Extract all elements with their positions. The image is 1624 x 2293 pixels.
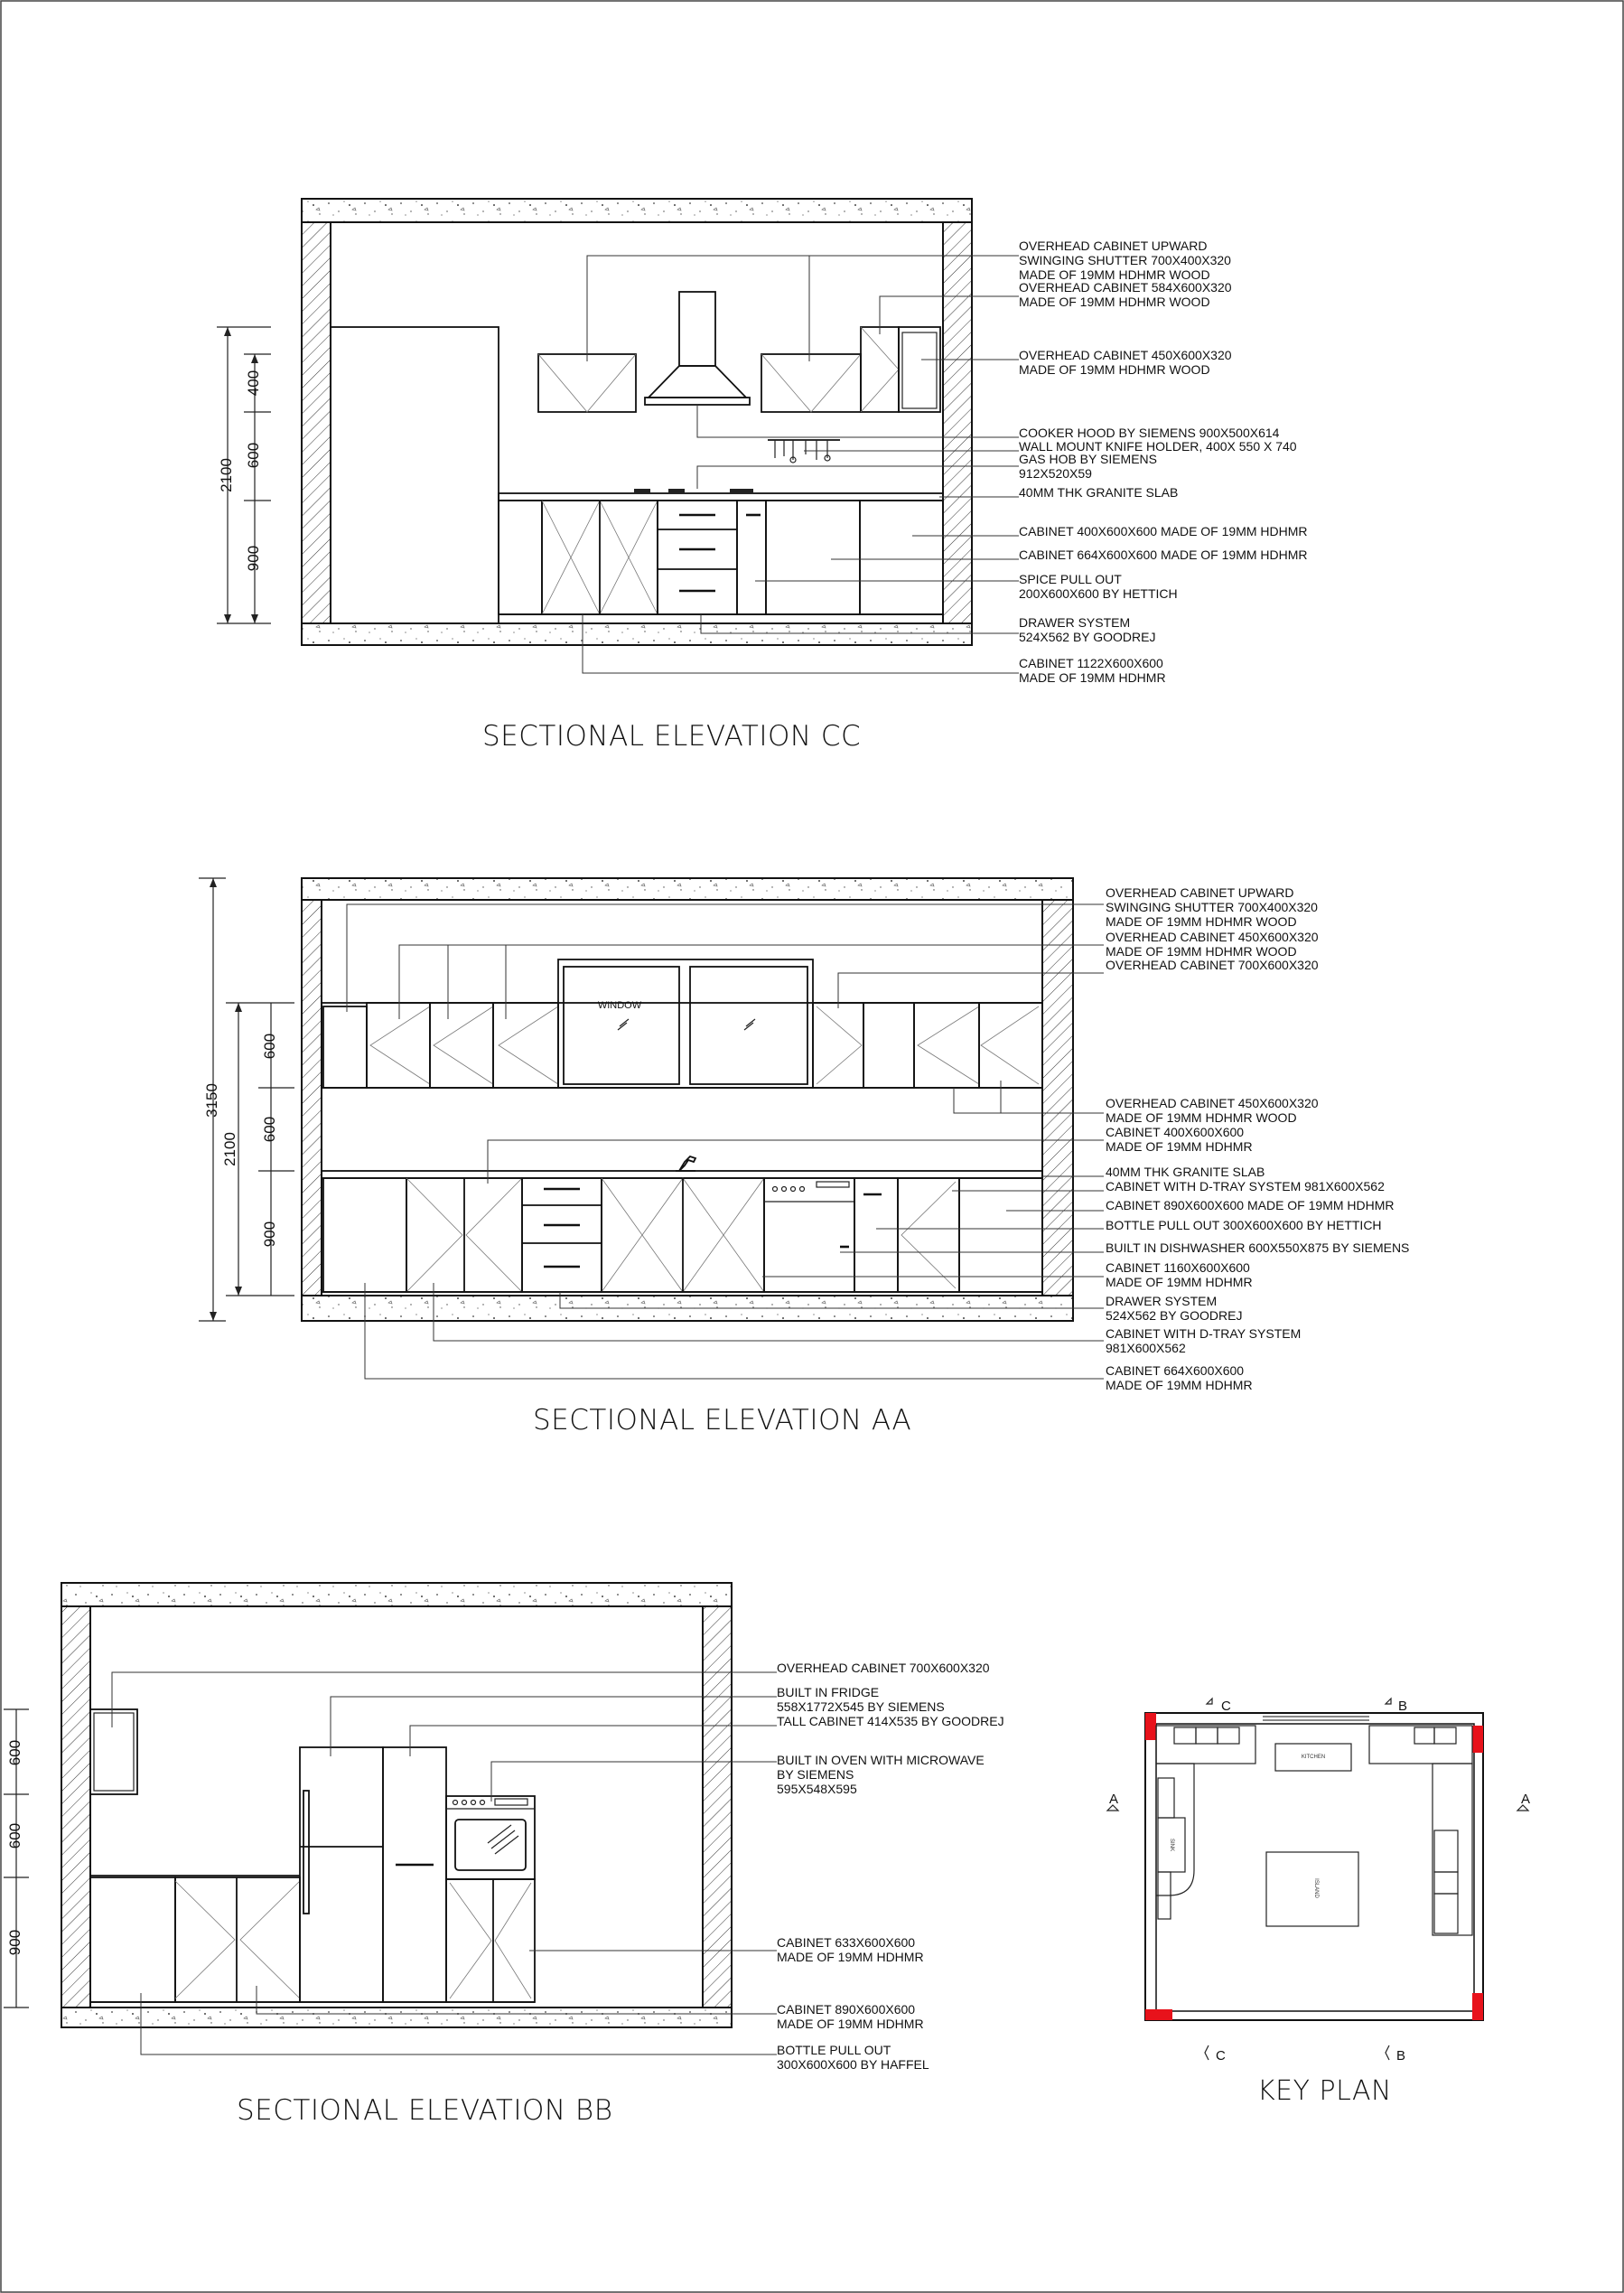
note-label bbox=[1106, 1096, 1319, 1125]
dim-600-top: 600 bbox=[261, 1033, 278, 1060]
key-plan bbox=[1107, 1699, 1530, 2107]
note-label bbox=[1019, 524, 1308, 538]
dim-2100: 2100 bbox=[218, 458, 235, 492]
ceiling-slab bbox=[302, 878, 1073, 900]
note-line: MADE OF 19MM HDHMR bbox=[1106, 1378, 1253, 1392]
note-label bbox=[1106, 885, 1318, 929]
base-cabinets-aa bbox=[322, 1178, 1042, 1292]
note-line: GAS HOB BY SIEMENS bbox=[1019, 452, 1158, 466]
right-wall bbox=[943, 222, 972, 623]
overhead-cabinets bbox=[538, 327, 940, 412]
note-line: MADE OF 19MM HDHMR WOOD bbox=[1019, 295, 1210, 309]
note-line: 524X562 BY GOODREJ bbox=[1019, 630, 1156, 644]
note-line: BOTTLE PULL OUT bbox=[777, 2043, 891, 2057]
ceiling-slab bbox=[61, 1583, 732, 1606]
title-key-plan: KEY PLAN bbox=[1257, 2075, 1392, 2107]
note-label bbox=[1106, 1198, 1395, 1212]
base-cabinets-bb bbox=[90, 1876, 535, 2002]
note-label bbox=[1106, 1218, 1382, 1232]
leaders-bb bbox=[112, 1672, 777, 2054]
column bbox=[1145, 2009, 1172, 2020]
note-label bbox=[1019, 239, 1231, 282]
marker-c-bottom: C bbox=[1216, 2048, 1226, 2064]
note-line: 595X548X595 bbox=[777, 1782, 857, 1796]
note-line: MADE OF 19MM HDHMR WOOD bbox=[1106, 944, 1297, 959]
note-line: OVERHEAD CABINET 450X600X320 bbox=[1106, 1096, 1319, 1110]
note-label bbox=[1106, 1326, 1301, 1355]
dimensions-bb bbox=[4, 1709, 29, 2008]
notes-cc bbox=[1019, 239, 1308, 685]
dim-600-top: 600 bbox=[6, 1739, 23, 1766]
note-line: MADE OF 19MM HDHMR bbox=[1019, 670, 1166, 685]
note-label bbox=[1106, 958, 1319, 972]
note-label bbox=[777, 2002, 924, 2031]
note-line: SWINGING SHUTTER 700X400X320 bbox=[1019, 253, 1231, 267]
column bbox=[1145, 1713, 1156, 1740]
svg-text:SINK: SINK bbox=[1169, 1838, 1174, 1852]
svg-text:KITCHEN: KITCHEN bbox=[1301, 1755, 1326, 1760]
note-label bbox=[1106, 1260, 1253, 1289]
tap bbox=[676, 1156, 695, 1171]
note-line: MADE OF 19MM HDHMR bbox=[777, 1950, 924, 1964]
note-line: MADE OF 19MM HDHMR WOOD bbox=[1019, 267, 1210, 282]
note-label bbox=[1106, 1294, 1242, 1323]
oven bbox=[446, 1796, 535, 2002]
note-line: WALL MOUNT KNIFE HOLDER, 400X 550 X 740 bbox=[1019, 439, 1297, 454]
overhead-cabinet bbox=[90, 1709, 137, 1794]
note-label bbox=[777, 1935, 924, 1964]
dim-600: 600 bbox=[245, 442, 262, 469]
column bbox=[1472, 1726, 1483, 1753]
note-line: TALL CABINET 414X535 BY GOODREJ bbox=[777, 1714, 1004, 1728]
note-line: MADE OF 19MM HDHMR bbox=[777, 2017, 924, 2031]
note-label bbox=[1019, 348, 1232, 377]
note-label bbox=[1106, 1125, 1253, 1154]
note-line: CABINET 1160X600X600 bbox=[1106, 1260, 1250, 1275]
granite-slab bbox=[322, 1171, 1042, 1178]
notes-bb bbox=[777, 1661, 1004, 2072]
note-line: OVERHEAD CABINET 700X600X320 bbox=[1106, 958, 1319, 972]
left-wall bbox=[302, 900, 322, 1296]
dim-900: 900 bbox=[245, 545, 262, 572]
note-line: CABINET WITH D-TRAY SYSTEM 981X600X562 bbox=[1106, 1179, 1385, 1193]
note-label bbox=[1106, 1179, 1385, 1193]
note-label bbox=[1019, 615, 1155, 644]
dimensions-cc bbox=[217, 327, 271, 623]
note-label bbox=[777, 1661, 990, 1675]
note-line: MADE OF 19MM HDHMR WOOD bbox=[1019, 362, 1210, 377]
marker-b-bottom: B bbox=[1396, 2048, 1406, 2064]
note-line: CABINET 890X600X600 MADE OF 19MM HDHMR bbox=[1106, 1198, 1395, 1212]
note-line: 40MM THK GRANITE SLAB bbox=[1019, 485, 1179, 500]
note-label bbox=[1019, 280, 1232, 309]
elevation-bb bbox=[4, 1583, 1004, 2127]
note-line: CABINET 664X600X600 MADE OF 19MM HDHMR bbox=[1019, 548, 1308, 562]
title-elevation-cc: SECTIONAL ELEVATION CC bbox=[482, 720, 862, 753]
left-wall bbox=[61, 1606, 90, 2008]
right-wall bbox=[703, 1606, 732, 2008]
note-line: SPICE PULL OUT bbox=[1019, 572, 1122, 586]
cooker-hood bbox=[645, 292, 750, 405]
floor-slab bbox=[302, 623, 972, 645]
floor-slab bbox=[61, 2008, 732, 2027]
note-line: OVERHEAD CABINET 450X600X320 bbox=[1106, 930, 1319, 944]
note-line: BY SIEMENS bbox=[777, 1767, 854, 1782]
note-line: 524X562 BY GOODREJ bbox=[1106, 1308, 1243, 1323]
note-line: CABINET 890X600X600 bbox=[777, 2002, 916, 2017]
tall-unit bbox=[331, 327, 499, 623]
dim-600-mid: 600 bbox=[261, 1116, 278, 1143]
note-label bbox=[1106, 1363, 1253, 1392]
note-label bbox=[777, 1714, 1004, 1728]
note-label bbox=[777, 2043, 929, 2072]
note-line: 300X600X600 BY HAFFEL bbox=[777, 2057, 929, 2072]
granite-slab bbox=[499, 493, 943, 501]
note-line: MADE OF 19MM HDHMR WOOD bbox=[1106, 1110, 1297, 1125]
dimensions-aa bbox=[199, 878, 294, 1321]
left-wall bbox=[302, 222, 331, 623]
right-wall bbox=[1042, 900, 1073, 1296]
note-line: 40MM THK GRANITE SLAB bbox=[1106, 1165, 1265, 1179]
note-line: BOTTLE PULL OUT 300X600X600 BY HETTICH bbox=[1106, 1218, 1382, 1232]
note-line: DRAWER SYSTEM bbox=[1019, 615, 1131, 630]
dim-900: 900 bbox=[6, 1929, 23, 1956]
note-label bbox=[1106, 1240, 1409, 1255]
title-elevation-bb: SECTIONAL ELEVATION BB bbox=[237, 2094, 613, 2127]
note-line: 912X520X59 bbox=[1019, 466, 1092, 481]
note-label bbox=[1106, 930, 1319, 959]
note-line: COOKER HOOD BY SIEMENS 900X500X614 bbox=[1019, 426, 1280, 440]
note-line: OVERHEAD CABINET 450X600X320 bbox=[1019, 348, 1232, 362]
tall-cabinet bbox=[383, 1747, 446, 2002]
elevation-aa bbox=[199, 878, 1409, 1437]
marker-c-top: C bbox=[1221, 1699, 1231, 1714]
note-line: 981X600X562 bbox=[1106, 1341, 1186, 1355]
dim-400: 400 bbox=[245, 370, 262, 397]
note-line: BUILT IN DISHWASHER 600X550X875 BY SIEMENS bbox=[1106, 1240, 1410, 1255]
note-line: OVERHEAD CABINET 700X600X320 bbox=[777, 1661, 990, 1675]
island bbox=[1266, 1852, 1358, 1926]
marker-a-right: A bbox=[1521, 1792, 1531, 1807]
note-line: 558X1772X545 BY SIEMENS bbox=[777, 1699, 945, 1714]
note-line: DRAWER SYSTEM bbox=[1106, 1294, 1218, 1308]
notes-aa bbox=[1106, 885, 1409, 1392]
note-label bbox=[1019, 572, 1178, 601]
note-line: MADE OF 19MM HDHMR bbox=[1106, 1275, 1253, 1289]
window bbox=[558, 959, 813, 1088]
column bbox=[1472, 1993, 1483, 2020]
note-line: MADE OF 19MM HDHMR bbox=[1106, 1139, 1253, 1154]
note-label bbox=[1019, 656, 1166, 685]
note-line: CABINET 633X600X600 bbox=[777, 1935, 916, 1950]
dim-2100: 2100 bbox=[221, 1132, 238, 1166]
elevation-cc bbox=[217, 199, 1308, 753]
note-line: 200X600X600 BY HETTICH bbox=[1019, 586, 1178, 601]
fridge bbox=[300, 1747, 383, 2002]
note-label bbox=[1106, 1165, 1265, 1179]
title-elevation-aa: SECTIONAL ELEVATION AA bbox=[533, 1404, 912, 1437]
note-line: CABINET 400X600X600 MADE OF 19MM HDHMR bbox=[1019, 524, 1308, 538]
note-line: OVERHEAD CABINET UPWARD bbox=[1106, 885, 1294, 900]
dim-3150: 3150 bbox=[203, 1083, 220, 1118]
marker-b-top: B bbox=[1398, 1699, 1408, 1714]
svg-text:ISLAND: ISLAND bbox=[1313, 1878, 1319, 1898]
note-line: CABINET 664X600X600 bbox=[1106, 1363, 1245, 1378]
note-label bbox=[1019, 452, 1157, 481]
ceiling-slab bbox=[302, 199, 972, 222]
base-cabinets bbox=[499, 501, 943, 614]
note-label bbox=[1019, 485, 1178, 500]
note-line: BUILT IN OVEN WITH MICROWAVE bbox=[777, 1753, 985, 1767]
note-label bbox=[1019, 548, 1308, 562]
note-line: CABINET 400X600X600 bbox=[1106, 1125, 1245, 1139]
note-label bbox=[1019, 426, 1280, 440]
note-line: MADE OF 19MM HDHMR WOOD bbox=[1106, 914, 1297, 929]
marker-a-left: A bbox=[1109, 1792, 1119, 1807]
note-line: SWINGING SHUTTER 700X400X320 bbox=[1106, 900, 1318, 914]
note-line: CABINET 1122X600X600 bbox=[1019, 656, 1163, 670]
dim-900: 900 bbox=[261, 1221, 278, 1248]
note-line: OVERHEAD CABINET 584X600X320 bbox=[1019, 280, 1232, 295]
note-label bbox=[777, 1753, 985, 1796]
note-line: OVERHEAD CABINET UPWARD bbox=[1019, 239, 1208, 253]
dim-600-mid: 600 bbox=[6, 1822, 23, 1849]
window-label: WINDOW bbox=[597, 1000, 642, 1011]
overhead-cabinets-aa bbox=[322, 1003, 1042, 1088]
note-line: BUILT IN FRIDGE bbox=[777, 1685, 880, 1699]
note-line: CABINET WITH D-TRAY SYSTEM bbox=[1106, 1326, 1302, 1341]
note-label bbox=[777, 1685, 945, 1714]
